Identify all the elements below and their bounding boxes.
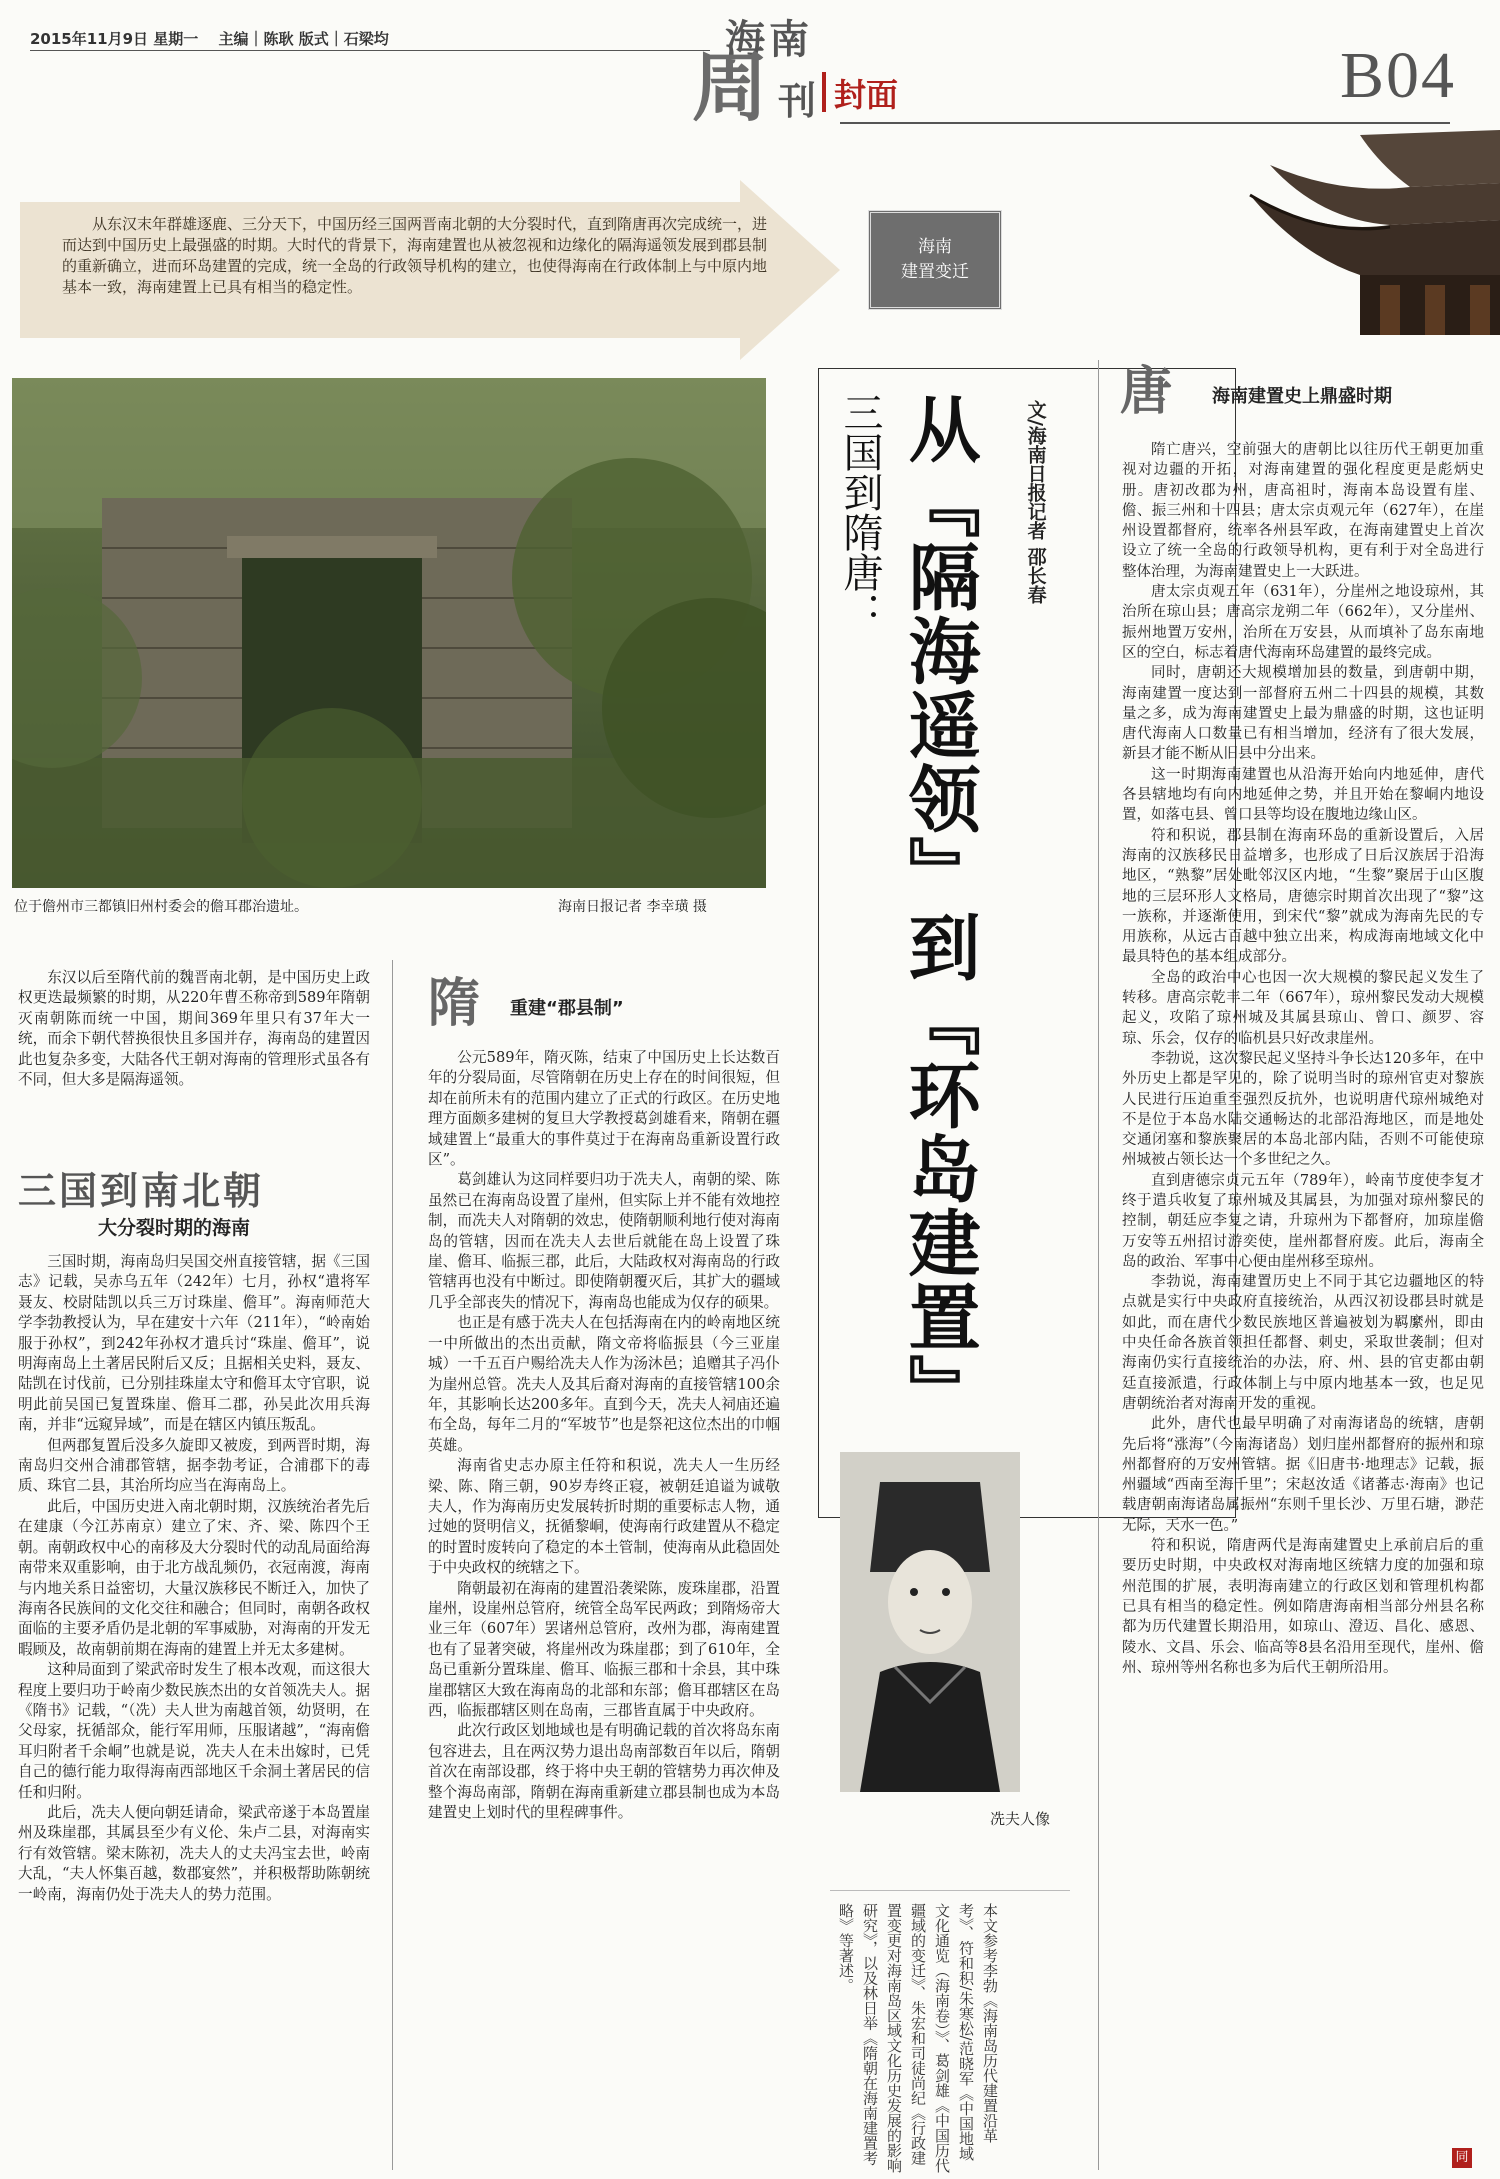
reference-note: 本文参考李勃《海南岛历代建置沿革考》、符和积/朱寒松/范晓军《中国地域文化通览（海南卷）》、葛剑雄《中国历代疆域的变迁》、朱宏和司徒尚纪《行政建置变更对海南岛区域文化历史发展的影响研究》，以及林日举《隋朝在海南建置考略》等著述。	[837, 1903, 999, 2173]
paragraph: 也正是有感于冼夫人在包括海南在内的岭南地区统一中所做出的杰出贡献，隋文帝将临振县（今三亚崖城）一千五百户赐给冼夫人作为汤沐邑；追赠其子冯仆为崖州总管。冼夫人及其后裔对海南的直接管辖100余年，其影响长达200多年。直到今天，冼夫人祠庙还遍布全岛，每年二月的“军坡节”也是祭祀这位杰出的巾帼英雄。	[428, 1314, 780, 1454]
xian-fu-ren-portrait	[840, 1452, 1020, 1792]
sub-headline: 三国到隋唐：	[837, 392, 883, 632]
paragraph: 此次行政区划地域也是有明确记载的首次将岛东南包容进去，且在两汉势力退出岛南部数百年以后，隋朝首次在南部设郡，终于将中央王朝的管辖势力再次伸及整个海岛南部，隋朝在海南重新建立郡县制也成为本岛建置史上划时代的里程碑事件。	[428, 1722, 780, 1822]
byline: 文/海南日报记者 邵长春	[1024, 400, 1047, 604]
portrait-caption: 冼夫人像	[990, 1810, 1051, 1828]
paragraph: 三国时期，海南岛归吴国交州直接管辖，据《三国志》记载，吴赤乌五年（242年）七月，孙权“遣将军聂友、校尉陆凯以兵三万讨珠崖、儋耳”。海南师范大学李勃教授认为，早在建安十六年（211年），“岭南始服于孙权”，到242年孙权才遣兵讨“珠崖、儋耳”，说明海南岛上土著居民附后又反；且据相关史料，聂友、陆凯在讨伐前，已分别挂珠崖太守和儋耳太守官职，说明此前吴国已复置珠崖、儋耳二郡，孙吴此次用兵海南，并非“远窥异域”，而是在辖区内镇压叛乱。	[18, 1253, 370, 1434]
paragraph: 公元589年，隋灭陈，结束了中国历史上长达数百年的分裂局面，尽管隋朝在历史上存在的时间很短，但却在前所未有的范围内建立了正式的行政区。在历史地理方面颇多建树的复旦大学教授葛剑雄看来，隋朝在疆域建置上“最重大的事件莫过于在海南岛重新设置行政区”。	[428, 1049, 780, 1169]
brand-kan: 刊	[778, 79, 817, 123]
paragraph: 海南省史志办原主任符和积说，冼夫人一生历经梁、陈、隋三朝，90岁寿终正寝，被朝廷追谥为诚敬夫人，作为海南历史发展转折时期的重要标志人物，通过她的贤明信义，抚循黎峒，使海南行政建置从不稳定的时置时废转向了稳定的本土管制，使海南从此稳固处于中央政权的统辖之下。	[428, 1457, 780, 1577]
paragraph: 这一时期海南建置也从沿海开始向内地延伸，唐代各县辖地均有向内地延伸之势，并且开始在黎峒内地设置，如落屯县、曾口县等均设在腹地边缘山区。	[1122, 766, 1484, 824]
badge-line2: 建置变迁	[901, 262, 969, 282]
photo-credit: 海南日报记者 李幸璜 摄	[558, 899, 707, 915]
brand-zhou: 周	[692, 43, 768, 132]
paragraph: 唐太宗贞观五年（631年），分崖州之地设琼州，其治所在琼山县；唐高宗龙朔二年（662年），又分崖州、振州地置万安州，治所在万安县，从而填补了岛东南地区的空白，标志着唐代海南环岛建置的最终完成。	[1122, 584, 1484, 661]
paragraph: 此后，冼夫人便向朝廷请命，梁武帝遂于本岛置崖州及珠崖郡，其属县至少有义伦、朱卢二县，对海南实行有效管辖。梁末陈初，冼夫人的丈夫冯宝去世，岭南大乱，“夫人怀集百越，数郡宴然”，并积极帮助陈朝统一岭南，海南仍处于冼夫人的势力范围。	[18, 1803, 370, 1903]
header-rule	[30, 50, 710, 51]
section-subtitle-sui: 重建“郡县制”	[510, 998, 624, 1019]
intro-body: 东汉以后至隋代前的魏晋南北朝，是中国历史上政权更迭最频繁的时期，从220年曹丕称帝到589年隋朝灭南朝陈而统一中国，期间369年里只有37年大一统，而余下朝代替换很快且多国并存，海南岛的建置因此也复杂多变，大陆各代王朝对海南的管理形式虽各有不同，但大多是隔海遥领。	[18, 969, 370, 1089]
section-subtitle-tang: 海南建置史上鼎盛时期	[1212, 386, 1392, 407]
paragraph: 此外，唐代也最早明确了对南海诸岛的统辖，唐朝先后将“涨海”（今南海诸岛）划归崖州都督府的振州和琼州都督府的万安州管辖。据《旧唐书·地理志》记载，振州疆域“西南至海千里”；宋赵汝适《诸蕃志·海南》也记载唐朝南海诸岛属振州“东则千里长沙、万里石塘，渺茫无际，天水一色。”	[1122, 1416, 1484, 1534]
section-body-sanguo	[18, 1252, 370, 1905]
series-badge	[868, 210, 1002, 310]
paragraph: 此后，中国历史进入南北朝时期，汉族统治者先后在建康（今江苏南京）建立了宋、齐、梁、陈四个王朝。南朝政权中心的南移及大分裂时代的动乱局面给海南带来双重影响，由于北方战乱频仍，衣冠南渡，海南与内地关系日益密切，大量汉族移民不断迁入，加快了海南各民族间的文化交往和融合；但同时，南朝各政权面临的主要矛盾仍是北朝的军事威胁，对海南的开发无暇顾及，故南朝前期在海南的建置上并无太多建树。	[18, 1497, 370, 1658]
paragraph: 同时，唐朝还大规模增加县的数量，到唐朝中期，海南建置一度达到一部督府五州二十四县的规模，其数量之多，成为海南建置史上最为鼎盛的时期，这也证明唐代海南人口数量已有相当增加，经济有了很大发展，新县才能不断从旧县中分出来。	[1122, 665, 1484, 763]
section-body-tang	[1122, 440, 1484, 1678]
tang-glyph: 唐	[1120, 361, 1173, 422]
section-subtitle-sanguo: 大分裂时期的海南	[98, 1217, 251, 1239]
paragraph: 这种局面到了梁武帝时发生了根本改观，而这很大程度上要归功于岭南少数民族杰出的女首领冼夫人。据《隋书》记载，“（冼）夫人世为南越首领，幼贤明，在父母家，抚循部众，能行军用师，压服诸越”，“海南儋耳归附者千余峒”也就是说，冼夫人在未出嫁时，已凭自己的德行能力取得海南西部地区千余洞土著居民的信任和归附。	[18, 1661, 370, 1801]
paragraph: 李勃说，这次黎民起义坚持斗争长达120多年，在中外历史上都是罕见的，除了说明当时的琼州官吏对黎族人民进行压迫重至强烈反抗外，也说明唐代琼州城绝对不是位于本岛水陆交通畅达的北部沿海地区，而是地处交通闭塞和黎族聚居的本岛北部内陆，否则不可能使琼州城被占领长达一个多世纪之久。	[1122, 1050, 1484, 1169]
photo-caption: 位于儋州市三都镇旧州村委会的儋耳郡治遗址。	[14, 899, 308, 915]
sui-glyph: 隋	[428, 973, 481, 1034]
pagoda-roof-illustration	[1240, 125, 1500, 335]
main-headline: 从『隔海遥领』到『环岛建置』	[896, 392, 981, 1428]
paragraph: 隋朝最初在海南的建置沿袭梁陈，废珠崖郡，沿置崖州，设崖州总管府，统管全岛军民两政；到隋炀帝大业三年（607年）罢诸州总管府，改州为郡，海南建置也有了显著突破，将崖州改为珠崖郡；到了610年，全岛已重新分置珠崖、儋耳、临振三郡和十余县，其中珠崖郡辖区大致在海南岛的北部和东部；儋耳郡辖区在岛西，临振郡辖区则在岛南，三郡皆直属于中央政府。	[428, 1579, 780, 1719]
reference-note-box	[830, 1890, 1070, 2173]
dateline: 2015年11月9日 星期一 主编｜陈耿 版式｜石梁均	[30, 30, 389, 48]
paragraph: 全岛的政治中心也因一次大规模的黎民起义发生了转移。唐高宗乾丰二年（667年），琼州黎民发动大规模起义，攻陷了琼州城及其属县琼山、曾口、颜罗、容琼、乐会，仅存的临机县只好改隶崖州。	[1122, 969, 1484, 1047]
intro-paragraph: 从东汉末年群雄逐鹿、三分天下，中国历经三国两晋南北朝的大分裂时代，直到隋唐再次完成统一，进而达到中国历史上最强盛的时期。大时代的背景下，海南建置也从被忽视和边缘化的隔海遥领发展到郡县制的重新确立，进而环岛建置的完成，统一全岛的行政领导机构的建立，也使得海南在行政体制上与中原内地基本一致，海南建置上已具有相当的稳定性。	[62, 215, 768, 296]
paragraph: 葛剑雄认为这同样要归功于冼夫人，南朝的梁、陈虽然已在海南岛设置了崖州，但实际上并不能有效地控制，而冼夫人对隋朝的效忠，使隋朝顺利地行使对海南岛的管辖，因而在冼夫人去世后就能在岛上设置了珠崖、儋耳、临振三郡，此后，大陆政权对海南岛的行政管辖再也没有中断过。即使隋朝覆灭后，其扩大的疆域几乎全部丧失的情况下，海南岛也能成为仅存的硕果。	[428, 1171, 780, 1311]
column-intro	[18, 968, 370, 1090]
column-divider	[1098, 360, 1099, 2170]
paragraph: 隋亡唐兴，空前强大的唐朝比以往历代王朝更加重视对边疆的开拓，对海南建置的强化程度更是彪炳史册。唐初改郡为州，唐高祖时，海南本岛设置有崖、儋、振三州和十四县；唐太宗贞观元年（627年），在崖州设置都督府，统率各州县军政，在海南建置史上首次设立了统一全岛的行政领导机构，更有利于对全岛进行整体治理，为海南建置史上一大跃进。	[1122, 442, 1484, 580]
section-title-sanguo: 三国到南北朝	[18, 1168, 265, 1213]
end-stamp: 同	[1452, 2148, 1472, 2168]
brand-divider	[822, 72, 826, 112]
column-divider	[392, 960, 393, 2170]
header-rule-right	[840, 122, 1450, 124]
section-body-sui	[428, 1048, 780, 1823]
paragraph: 李勃说，海南建置历史上不同于其它边疆地区的特点就是实行中央政府直接统治，从西汉初设郡县时就是如此，而在唐代少数民族地区普遍被划为羁縻州，即由中央任命各族首领担任都督、刺史，采取世袭制；但对海南仍实行直接统治的办法，府、州、县的官吏都由朝廷直接派遣，行政体制上与中原内地基本一致，也足见唐朝统治者对海南开发的重视。	[1122, 1274, 1484, 1412]
paragraph: 符和积说，隋唐两代是海南建置史上承前启后的重要历史时期，中央政权对海南地区统辖力度的加强和琼州范围的扩展，表明海南建立的行政区划和管理机构都已具有相当的稳定性。例如隋唐海南相当部分州县名称都为历代建置长期沿用，如琼山、澄迈、昌化、感恩、陵水、文昌、乐会、临高等8县名沿用至现代，崖州、儋州、琼州等州名称也多为后代王朝所沿用。	[1122, 1538, 1484, 1676]
paragraph: 但两郡复置后没多久旋即又被废，到两晋时期，海南岛归交州合浦郡管辖，据李勃考证，合浦郡下的毒质、珠官二县，其治所均应当在海南岛上。	[18, 1436, 370, 1495]
section-label: 封面	[834, 76, 899, 114]
paragraph: 直到唐德宗贞元五年（789年），岭南节度使李复才终于遣兵收复了琼州城及其属县，为加强对琼州黎民的控制，朝廷应李复之请，升琼州为下都督府，加琼崖儋万安等五州招讨游奕使，崖州都督府废。此后，海南全岛的政治、军事中心便由崖州移至琼州。	[1122, 1172, 1484, 1270]
paragraph: 符和积说，郡县制在海南环岛的重新设置后，入居海南的汉族移民日益增多，也形成了日后汉族居于沿海地区，“熟黎”居处毗邻汉区内地，“生黎”聚居于山区腹地的三层环形人文格局，唐德宗时期首次出现了“黎”这一族称，并逐渐使用，到宋代“黎”就成为海南先民的专用族称，从远古百越中独立出来，构成海南地域文化中最具特色的基本组成部分。	[1122, 827, 1484, 966]
ruins-photo	[12, 378, 766, 888]
page-number: B04	[1340, 39, 1457, 112]
badge-line1: 海南	[918, 237, 952, 257]
brand-hainan: 海南	[725, 17, 813, 63]
